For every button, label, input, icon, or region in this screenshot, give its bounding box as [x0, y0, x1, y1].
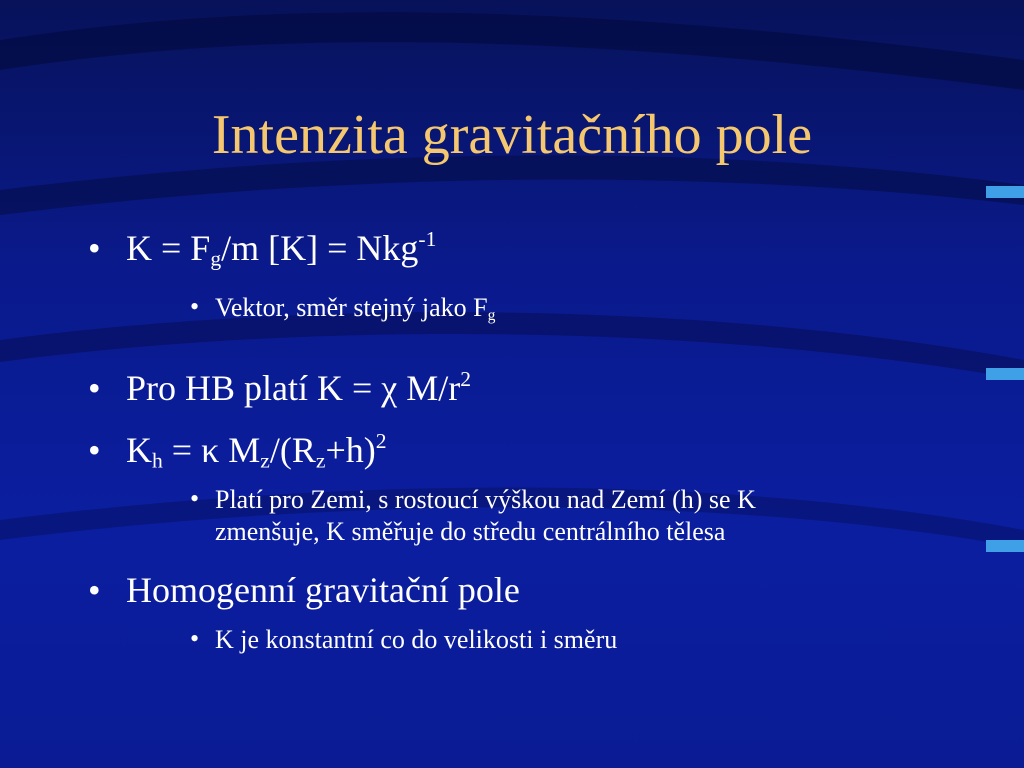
text-run: K je konstantní co do velikosti i směru [215, 625, 618, 654]
bullet-marker: • [190, 624, 200, 653]
text-run: = κ M [162, 430, 261, 470]
superscript: -1 [418, 226, 437, 251]
bullet-text [215, 624, 617, 656]
bullet-text [126, 570, 520, 610]
text-run: Pro HB platí K = χ M/r [126, 368, 461, 408]
text-run: /m [K] = Nkg [221, 228, 419, 268]
bullet-marker: • [88, 570, 101, 610]
bullet-marker: • [88, 228, 101, 268]
bullet-text [215, 292, 495, 324]
accent-stub [986, 368, 1024, 380]
bullet-text [215, 484, 756, 516]
text-run: Platí pro Zemi, s rostoucí výškou nad Zemí (h) se K [215, 485, 756, 514]
bullet-marker: • [88, 430, 101, 470]
text-run: K [126, 430, 152, 470]
subscript: g [210, 246, 222, 271]
text-run: zmenšuje, K směřuje do středu centrálního tělesa [215, 517, 726, 546]
superscript: 2 [375, 428, 387, 453]
superscript: 2 [460, 366, 472, 391]
subscript: z [260, 448, 270, 473]
subscript: z [315, 448, 326, 473]
slide-title: Intenzita gravitačního pole [211, 104, 813, 166]
bullet-text [126, 428, 387, 473]
subscript: g [487, 306, 496, 324]
bullet-marker: • [190, 484, 200, 513]
bullet-text [215, 516, 725, 548]
accent-stub [986, 540, 1024, 552]
accent-stub [986, 186, 1024, 198]
bullet-marker: • [190, 292, 200, 321]
subscript: h [152, 448, 163, 473]
text-run: Homogenní gravitační pole [126, 570, 520, 610]
text-run: Vektor, směr stejný jako F [215, 293, 488, 322]
bullet-text [126, 368, 471, 408]
text-run: /(R [269, 430, 316, 470]
text-run: K = F [126, 228, 211, 268]
bullet-text [126, 226, 437, 271]
bullet-marker: • [88, 368, 101, 408]
text-run: +h) [325, 430, 376, 470]
